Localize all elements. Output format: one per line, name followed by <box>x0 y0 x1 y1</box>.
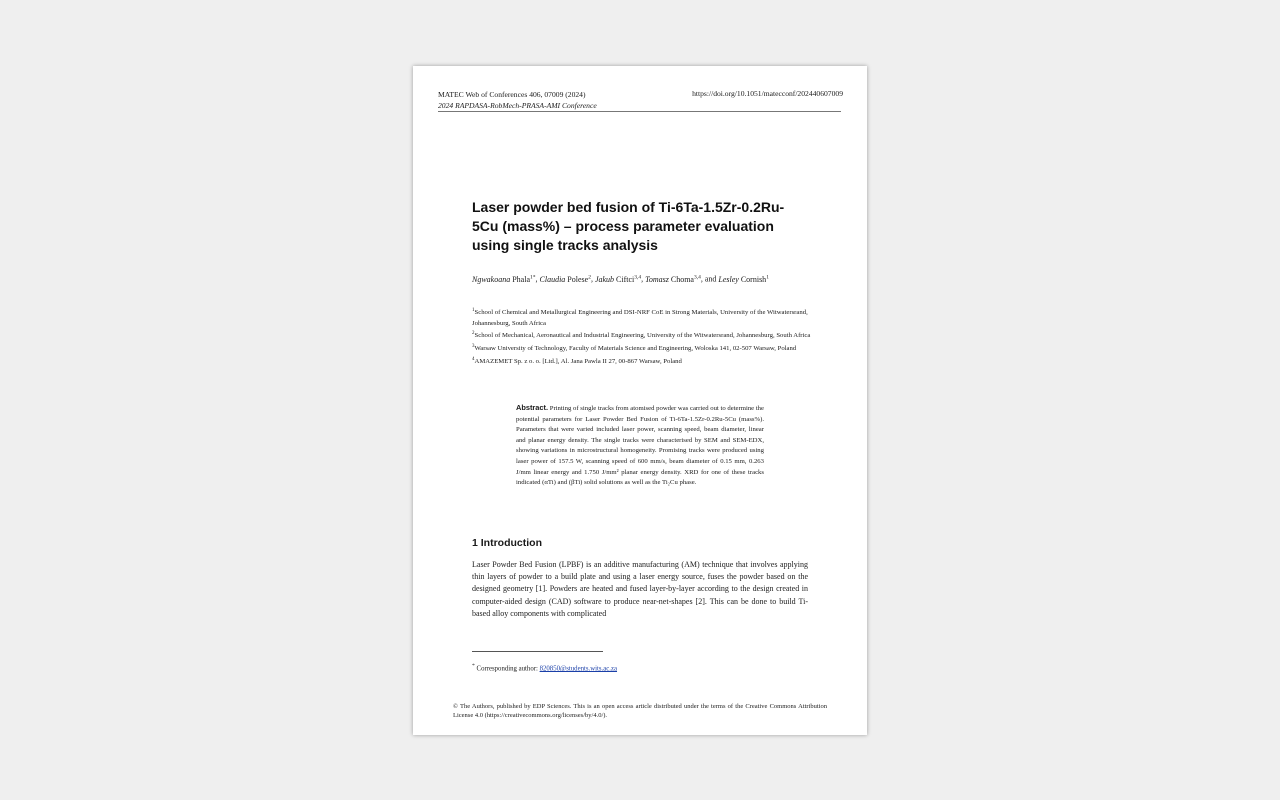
author-name <box>595 275 641 284</box>
abstract-label: Abstract. <box>516 403 549 412</box>
affiliation-item <box>472 355 817 368</box>
footnote <box>472 663 617 672</box>
author-name <box>472 275 536 284</box>
affiliation-text: AMAZEMET Sp. z o. o. [Ltd.], Al. Jana Pawla II 27, 00-867 Warsaw, Poland <box>474 358 682 366</box>
affiliation-item <box>472 329 817 342</box>
paper-title: Laser powder bed fusion of Ti-6Ta-1.5Zr-0.2Ru-5Cu (mass%) – process parameter evaluation using single tracks analysis <box>472 199 785 253</box>
author-last-name: Cornish <box>738 274 767 284</box>
author-last-name: Polese <box>565 274 589 284</box>
abstract <box>516 403 764 489</box>
affiliation-number: 1 <box>472 308 475 313</box>
author-first-name: Claudia <box>539 274 566 284</box>
license-notice: © The Authors, published by EDP Sciences. This is an open access article distributed under the terms of the Creative Commons Attribution License 4.0 (https://creativecommons.org/licenses/by/4.0/). <box>453 703 827 719</box>
author-first-name: Ngwakoana <box>472 274 511 284</box>
header-divider <box>438 111 841 112</box>
author-affiliation-marker: 1* <box>530 274 536 280</box>
paper-page <box>413 66 867 735</box>
affiliation-number: 2 <box>472 331 475 337</box>
author-name <box>540 275 591 284</box>
author-affiliation-marker: 2 <box>588 274 591 280</box>
author-name <box>645 275 701 284</box>
author-name <box>718 275 769 284</box>
author-list <box>472 271 812 286</box>
section-heading: 1 Introduction <box>472 537 542 549</box>
author-first-name: Tomasz <box>645 274 669 284</box>
author-separator: , <box>590 274 595 284</box>
journal-citation: MATEC Web of Conferences 406, 07009 (2024) <box>438 90 586 99</box>
affiliation-item <box>472 342 817 355</box>
abstract-text: Printing of single tracks from atomised powder was carried out to determine the potential parameters for Laser Powder Bed Fusion of Ti-6Ta-1.5Zr-0.2Ru-5Cu (mass%). Parameters that were varied included laser power, scanning speed, beam diameter, linear and planar energy density. The single tracks were characterised by SEM and SEM-EDX, showing variations in microstructural homogeneity. Promising tracks were produced using laser power of 157.5 W, scanning speed of 600 mm/s, beam diameter of 0.15 mm, 0.263 J/mm linear energy and 1.750 J/mm² planar energy density. XRD for one of these tracks indicated (αTi) and (βTi) solid solutions as well as the Ti₂Cu phase. <box>516 405 764 487</box>
author-email-link[interactable]: 820850@students.wits.ac.za <box>539 665 618 673</box>
conference-name: 2024 RAPDASA-RobMech-PRASA-AMI Conference <box>438 101 597 110</box>
affiliation-text: School of Chemical and Metallurgical Engineering and DSI-NRF CoE in Strong Materials, University of the Witwatersrand, Johannesburg, South Africa <box>472 309 808 327</box>
footnote-label: Corresponding author: <box>476 665 538 673</box>
author-affiliation-marker: 3,4 <box>693 274 701 280</box>
author-affiliation-marker: 1 <box>766 274 769 280</box>
doi-link[interactable]: https://doi.org/10.1051/matecconf/202440607009 <box>692 89 843 98</box>
section-body: Laser Powder Bed Fusion (LPBF) is an additive manufacturing (AM) technique that involves applying thin layers of powder to a build plate and using a laser energy source, fuses the powder based on the designed geometry [1]. Powders are heated and fused layer-by-layer according to the design created in computer-aided design (CAD) software to produce near-net-shapes [2]. This can be done to build Ti-based alloy components with complicated <box>472 560 808 618</box>
author-last-name: Ciftci <box>614 274 635 284</box>
affiliation-number: 3 <box>472 344 475 350</box>
author-first-name: Jakub <box>594 274 615 284</box>
author-first-name: Lesley <box>718 274 739 284</box>
affiliation-number: 4 <box>472 357 475 363</box>
affiliation-list <box>472 306 817 368</box>
author-separator: , <box>535 274 540 284</box>
author-separator: , and <box>700 274 719 284</box>
footnote-marker: * <box>472 663 475 669</box>
running-header <box>438 89 597 111</box>
author-affiliation-marker: 3,4 <box>634 274 642 280</box>
affiliation-text: School of Mechanical, Aeronautical and Industrial Engineering, University of the Witwatersrand, Johannesburg, South Africa <box>474 332 811 340</box>
author-separator: , <box>641 274 646 284</box>
footnote-divider <box>472 651 603 652</box>
affiliation-item <box>472 306 817 329</box>
affiliation-text: Warsaw University of Technology, Faculty of Materials Science and Engineering, Woloska 141, 02-507 Warsaw, Poland <box>474 345 797 353</box>
author-last-name: Choma <box>668 274 694 284</box>
author-last-name: Phala <box>510 274 531 284</box>
